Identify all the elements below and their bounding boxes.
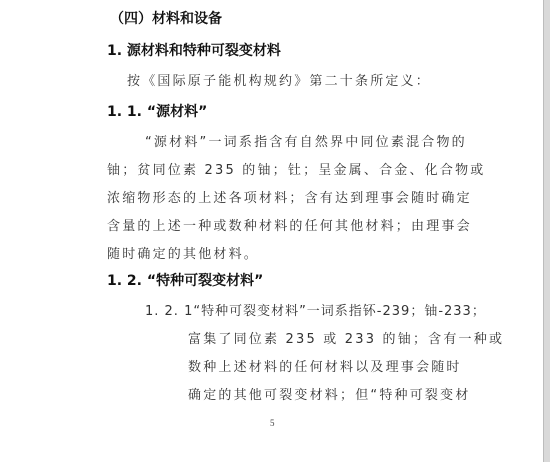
clause-lead-line: 1. 2. 1“特种可裂变材料”一词系指钚-239；铀-233； <box>145 304 486 319</box>
paragraph-line: 随时确定的其他材料。 <box>107 247 260 262</box>
subheading-source-and-fissionable-materials: 1. 源材料和特种可裂变材料 <box>107 43 281 59</box>
paragraph-line: 浓缩物形态的上述各项材料；含有达到理事会随时确定 <box>107 191 472 206</box>
paragraph-line: 含量的上述一种或数种材料的任何其他材料；由理事会 <box>107 219 472 234</box>
page-number: 5 <box>270 418 275 428</box>
intro-text: 按《国际原子能机构规约》第二十条所定义： <box>127 74 432 89</box>
clause-line: 数种上述材料的任何材料以及理事会随时 <box>188 360 462 375</box>
subheading-source-material: 1. 1. “源材料” <box>107 104 208 120</box>
subheading-special-fissionable-material: 1. 2. “特种可裂变材料” <box>107 273 264 289</box>
clause-line: 确定的其他可裂变材料；但“特种可裂变材 <box>188 388 471 403</box>
window-edge <box>543 0 550 462</box>
paragraph-line: “源材料”一词系指含有自然界中同位素混合物的 <box>145 135 467 150</box>
clause-line: 富集了同位素 235 或 233 的铀；含有一种或 <box>188 332 505 347</box>
section-heading: （四）材料和设备 <box>110 11 222 27</box>
paragraph-line: 铀；贫同位素 235 的铀；钍；呈金属、合金、化合物或 <box>107 163 486 178</box>
